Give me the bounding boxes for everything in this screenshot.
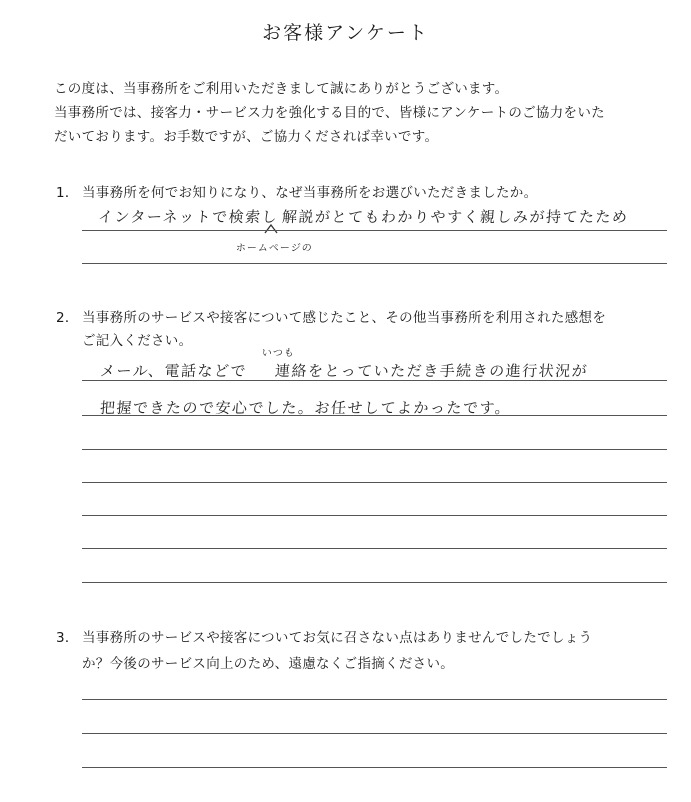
answer-2-text-line-1a: メール、電話などで <box>99 362 248 380</box>
intro-line-1: この度は、当事務所をご利用いただきまして誠にありがとうございます。 <box>54 81 509 97</box>
question-2-text-line-2: ご記入ください。 <box>82 333 193 349</box>
answer-line <box>82 415 667 416</box>
answer-1-text-part2: 解説がとてもわかりやすく親しみが持てたため <box>281 208 630 226</box>
answer-1-text-part1: インターネットで検索し <box>97 208 279 226</box>
answer-line <box>82 699 667 700</box>
answer-2-text-line-2: 把握できたので安心でした。お任せしてよかったです。 <box>99 399 512 417</box>
answer-line <box>82 548 667 549</box>
answer-1-insert: ホームページの <box>235 243 314 254</box>
intro-line-2: 当事務所では、接客力・サービス力を強化する目的で、皆様にアンケートのご協力をいた <box>54 105 605 121</box>
question-2-text-line-1: 当事務所のサービスや接客について感じたこと、その他当事務所を利用された感想を <box>82 310 607 326</box>
answer-line <box>82 482 667 483</box>
question-1-number: 1． <box>56 185 79 201</box>
answer-2-insert: いつも <box>261 348 296 359</box>
insertion-caret-icon <box>264 224 278 234</box>
question-2-number: 2． <box>56 310 79 326</box>
answer-line <box>82 230 667 231</box>
intro-line-3: だいております。お手数ですが、ご協力くだされば幸いです。 <box>54 129 439 145</box>
answer-line <box>82 767 667 768</box>
answer-line <box>82 380 667 381</box>
answer-line <box>82 263 667 264</box>
answer-line <box>82 733 667 734</box>
page-title: お客様アンケート <box>262 22 429 44</box>
answer-2-text-line-1b: 連絡をとっていただき手続きの進行状況が <box>274 362 589 380</box>
answer-line <box>82 515 667 516</box>
question-3-text-line-1: 当事務所のサービスや接客についてお気に召さない点はありませんでしたでしょう <box>82 630 593 646</box>
question-3-text-line-2: か？今後のサービス向上のため、遠慮なくご指摘ください。 <box>82 656 455 672</box>
answer-line <box>82 449 667 450</box>
question-1-text: 当事務所を何でお知りになり、なぜ当事務所をお選びいただきましたか。 <box>82 185 538 201</box>
question-3-number: 3． <box>56 630 79 646</box>
answer-line <box>82 582 667 583</box>
